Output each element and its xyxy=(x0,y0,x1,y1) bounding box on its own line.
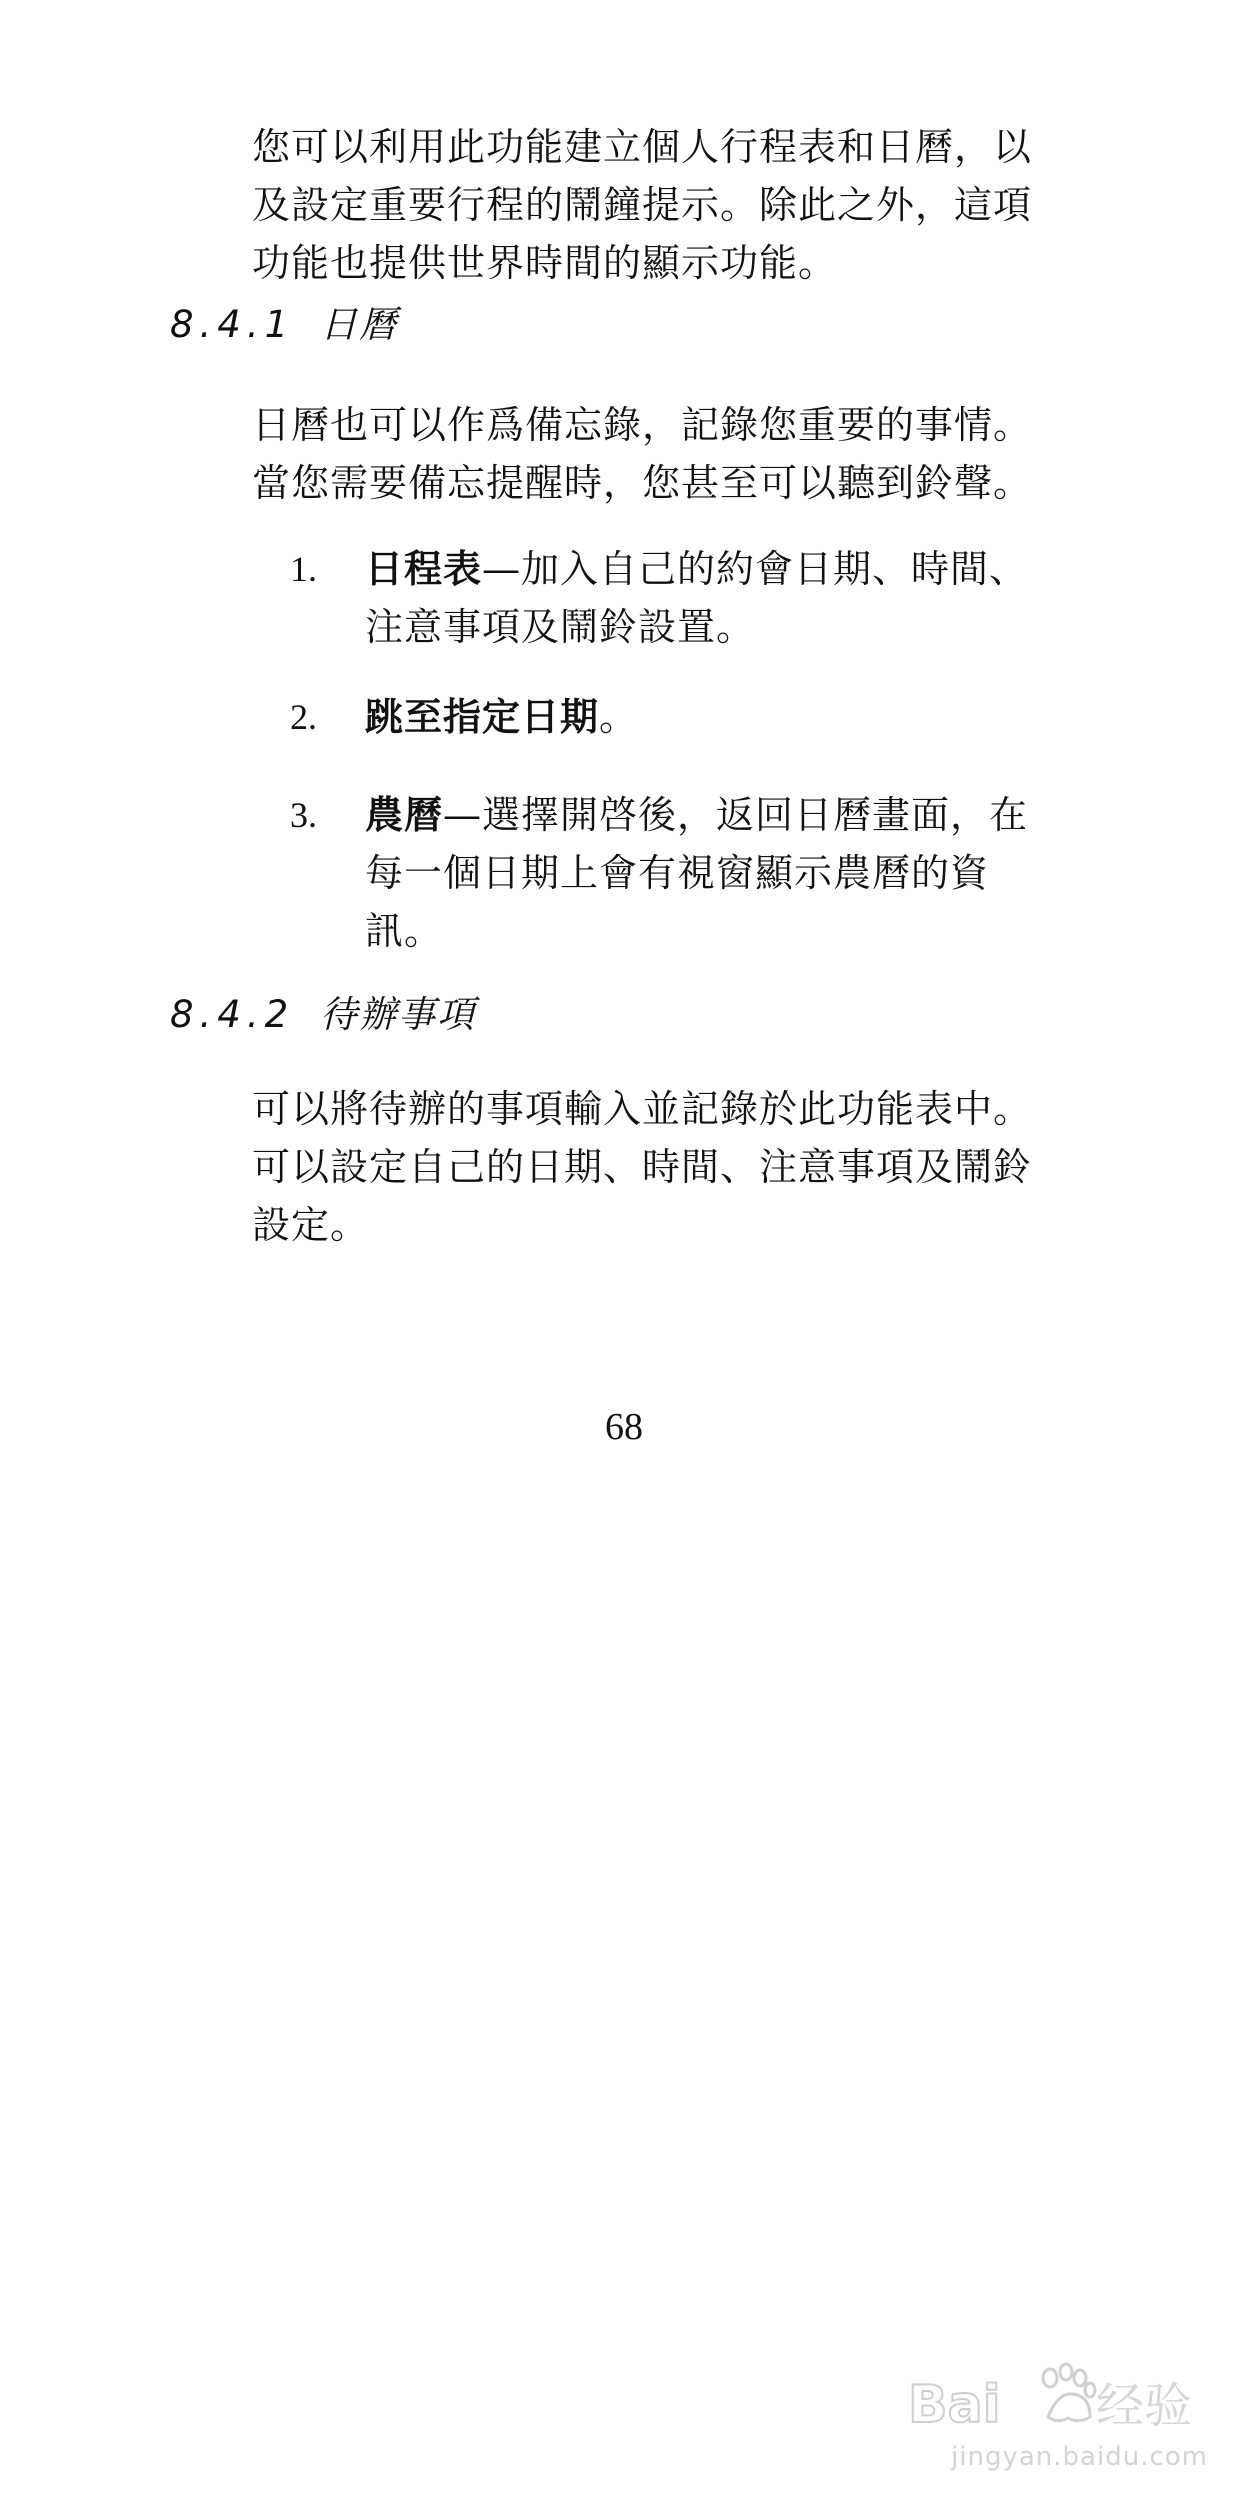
list-item-text: 注意事項及鬧鈴設置。 xyxy=(365,605,756,649)
intro-line: 及設定重要行程的鬧鐘提示。除此之外，這項 xyxy=(252,183,1033,227)
page-number: 68 xyxy=(605,1406,643,1448)
list-item-text: —選擇開啓後，返回日曆畫面，在 xyxy=(443,793,1029,837)
todo-line: 可以設定自己的日期、時間、注意事項及鬧鈴 xyxy=(252,1145,1033,1189)
todo-line: 設定。 xyxy=(252,1203,370,1247)
list-item-body xyxy=(365,540,1105,656)
intro-paragraph xyxy=(252,118,1112,292)
watermark-url: jingyan.baidu.com xyxy=(951,2442,1208,2472)
intro-line: 功能也提供世界時間的顯示功能。 xyxy=(252,241,838,285)
list-item-term: 日程表 xyxy=(365,547,483,591)
baidu-logo-icon xyxy=(908,2362,1208,2432)
section-number: 8.4.2 xyxy=(170,993,295,1036)
svg-text:经验: 经验 xyxy=(1096,2378,1193,2432)
section-heading-todo xyxy=(170,990,476,1040)
list-item-text: 訊。 xyxy=(365,909,444,953)
svg-text:Bai: Bai xyxy=(908,2375,1001,2432)
calendar-line: 日曆也可以作爲備忘錄，記錄您重要的事情。 xyxy=(252,403,1033,447)
list-item-body xyxy=(365,688,1105,746)
section-heading-calendar xyxy=(170,300,398,350)
section-number: 8.4.1 xyxy=(170,303,295,346)
baidu-watermark xyxy=(908,2332,1208,2472)
section-title: 日曆 xyxy=(320,303,399,346)
calendar-paragraph xyxy=(252,396,1112,512)
list-marker: 2. xyxy=(290,697,317,737)
list-item-term: 農曆 xyxy=(365,793,444,837)
list-item-body xyxy=(365,786,1105,960)
todo-paragraph xyxy=(252,1080,1112,1254)
section-title: 待辦事項 xyxy=(320,993,477,1036)
todo-line: 可以將待辦的事項輸入並記錄於此功能表中。 xyxy=(252,1087,1033,1131)
list-item-text: 。 xyxy=(599,695,639,739)
calendar-line: 當您需要備忘提醒時，您甚至可以聽到鈴聲。 xyxy=(252,461,1033,505)
intro-line: 您可以利用此功能建立個人行程表和日曆，以 xyxy=(252,125,1033,169)
list-item-text: —加入自己的約會日期、時間、 xyxy=(482,547,1029,591)
list-marker: 3. xyxy=(290,795,317,835)
list-marker: 1. xyxy=(290,549,317,589)
list-item-term: 跳至指定日期 xyxy=(365,695,600,739)
list-item-text: 每一個日期上會有視窗顯示農曆的資 xyxy=(365,851,990,895)
